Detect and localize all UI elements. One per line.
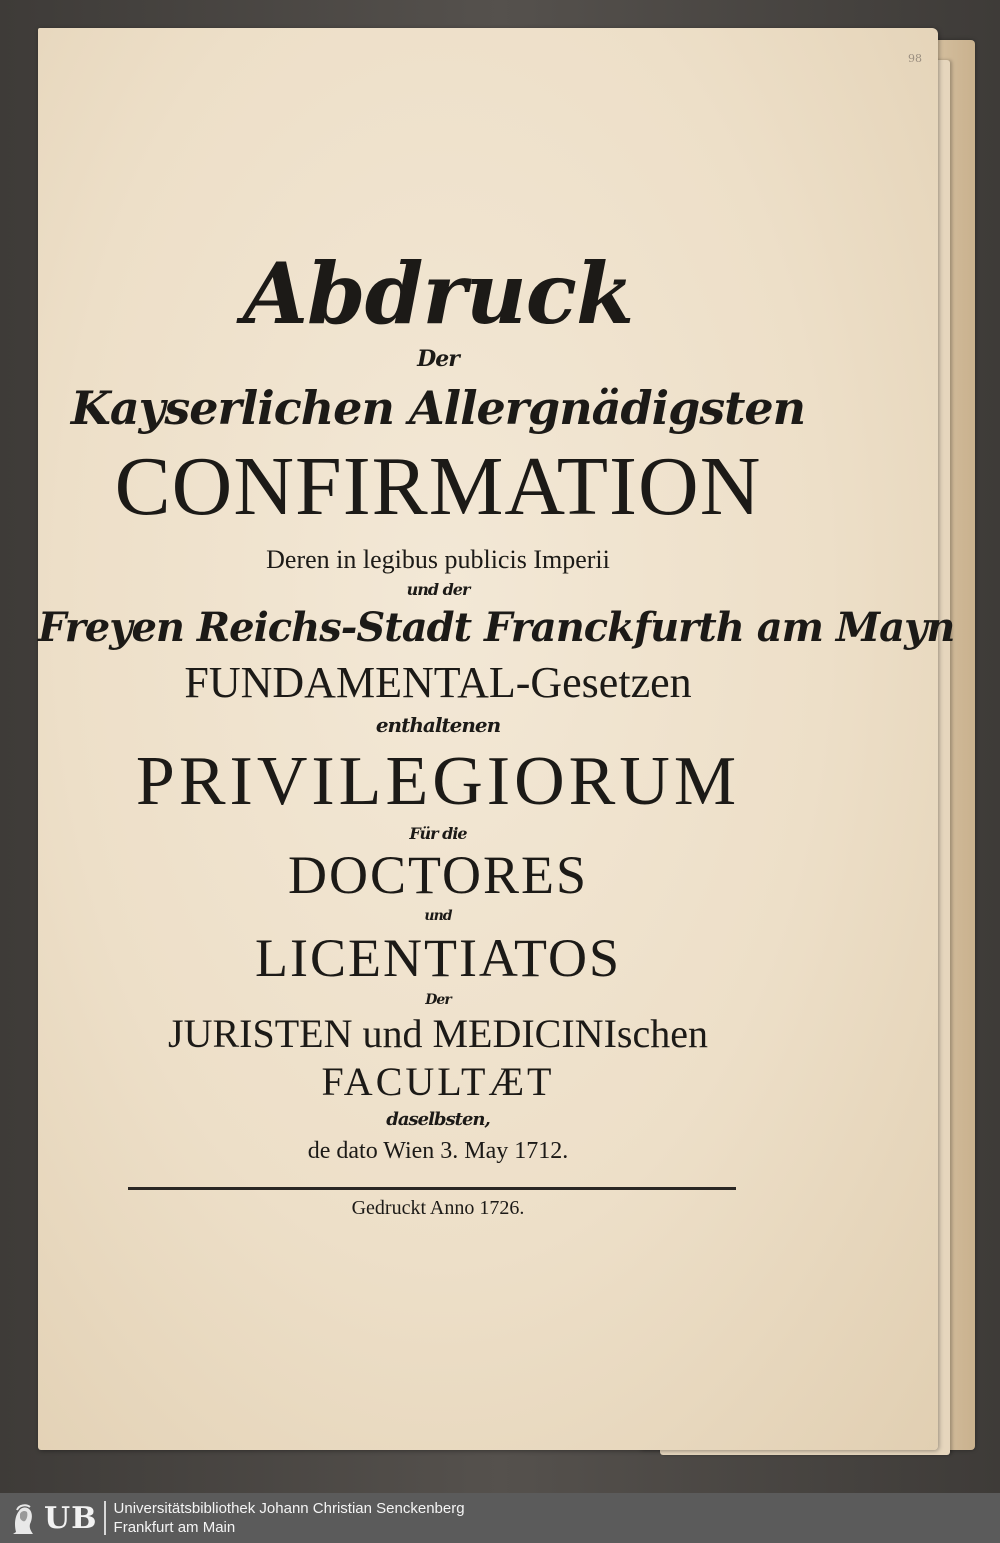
title-facultaet: FACULTÆT <box>321 1059 555 1104</box>
ub-logo-text: UB <box>44 1500 98 1536</box>
folio-number: 98 <box>908 52 922 65</box>
title-und: und <box>424 908 452 924</box>
library-logo[interactable] <box>6 1498 98 1538</box>
title-freyen-reichs-stadt: Freyen Reichs-Stadt Franckfurth am Mayn <box>38 604 955 651</box>
title-daselbsten: daselbsten, <box>386 1109 490 1130</box>
title-fundamental: FUNDAMENTAL-Gesetzen <box>184 658 692 707</box>
institution-line-1: Universitätsbibliothek Johann Christian Senckenberg <box>113 1500 465 1517</box>
portrait-icon <box>6 1498 40 1538</box>
title-und-der: und der <box>406 580 470 599</box>
institution-name <box>114 1499 465 1537</box>
title-confirmation: CONFIRMATION <box>114 440 762 533</box>
title-juristen: JURISTEN und MEDICINIschen <box>168 1011 708 1056</box>
title-privilegiorum: PRIVILEGIORUM <box>135 743 741 820</box>
title-abdruck: Abdruck <box>242 244 634 343</box>
title-kayserlichen: Kayserlichen Allergnädigsten <box>70 381 806 435</box>
institution-line-2: Frankfurt am Main <box>113 1519 236 1536</box>
title-licentiatos: LICENTIATOS <box>255 928 621 988</box>
title-doctores: DOCTORES <box>287 845 589 905</box>
title-der-2: Der <box>425 992 451 1008</box>
title-fuer-die: Für die <box>409 824 467 843</box>
library-footer <box>0 1493 1000 1543</box>
footer-divider <box>104 1501 106 1535</box>
title-deren: Deren in legibus publicis Imperii <box>266 545 610 574</box>
title-de-dato: de dato Wien 3. May 1712. <box>307 1138 569 1164</box>
horizontal-rule <box>128 1187 736 1190</box>
title-der: Der <box>417 346 459 372</box>
title-block <box>38 240 955 1168</box>
imprint-line: Gedruckt Anno 1726. <box>351 1197 525 1219</box>
title-enthaltenen: enthaltenen <box>375 713 501 737</box>
